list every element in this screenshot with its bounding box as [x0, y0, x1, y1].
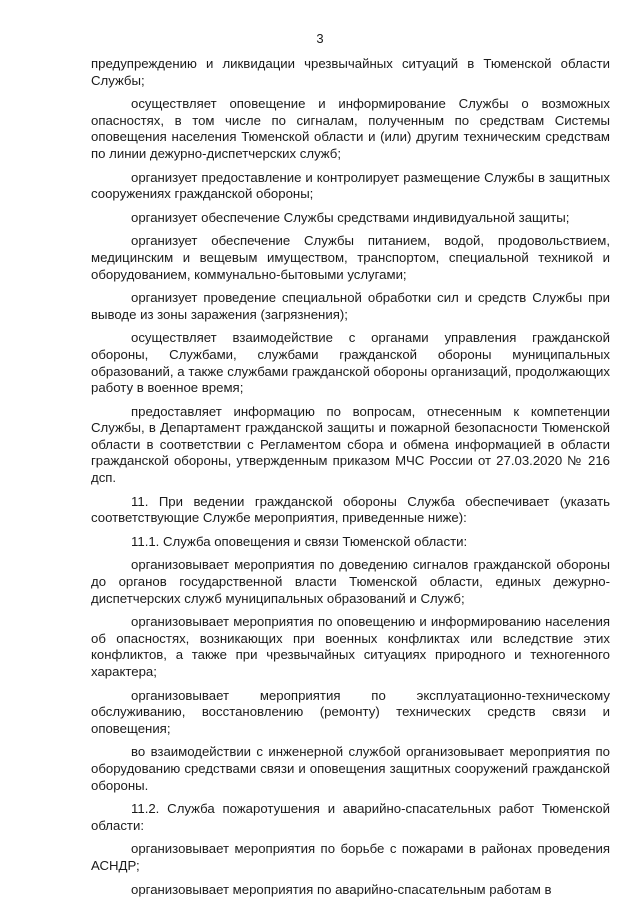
paragraph-information: предоставляет информацию по вопросам, отнесенным к компетенции Службы, в Департамент гражданской защиты и пожарной безопасности Тюменской области в соответствии с Регламентом сбора и обмена информацией в области гражданской обороны, утвержденным приказом МЧС России от 27.03.2020 № 216 дсп. — [91, 403, 610, 486]
paragraph-rescue: организовывает мероприятия по аварийно-спасательным работам в — [131, 881, 552, 897]
paragraph-special-treatment: организует проведение специальной обработки сил и средств Службы при выводе из зоны заражения (загрязнения); — [91, 290, 610, 322]
paragraph-notification: осуществляет оповещение и информирование Службы о возможных опасностях, в том числе по сигналам, полученным по средствам Системы оповещения населения Тюменской области и (или) другим техническим средствам по линии дежурно-диспетчерских служб; — [91, 96, 610, 161]
page-number: 3 — [316, 31, 324, 46]
document-body — [91, 56, 610, 898]
paragraph-section-11: 11. При ведении гражданской обороны Служба обеспечивает (указать соответствующие Службе мероприятия, приведенные ниже): — [91, 493, 610, 526]
paragraph-shelter-equipment: во взаимодействии с инженерной службой организовывает мероприятия по оборудованию средствами связи и оповещения защитных сооружений гражданской обороны. — [91, 744, 610, 793]
paragraph-shelter-placement: организует предоставление и контролирует размещение Службы в защитных сооружениях гражданской обороны; — [91, 169, 610, 202]
paragraph-continuation: предупреждению и ликвидации чрезвычайных ситуаций в Тюменской области Службы; — [91, 56, 610, 88]
paragraph-maintenance: организовывает мероприятия по эксплуатационно-техническому обслуживанию, восстановлению (ремонту) технических средств связи и оповещения; — [91, 687, 610, 736]
paragraph-protection-means: организует обеспечение Службы средствами индивидуальной защиты; — [131, 209, 570, 225]
paragraph-supply: организует обеспечение Службы питанием, водой, продовольствием, медицинским и вещевым имуществом, транспортом, специальной техникой и оборудованием, коммунально-бытовыми услугами; — [91, 233, 610, 282]
paragraph-interaction: осуществляет взаимодействие с органами управления гражданской обороны, Службами, службами гражданской обороны муниципальных образований, а также службами гражданской обороны организаций, продолжающих работу в военное время; — [91, 330, 610, 396]
paragraph-section-11-1: 11.1. Служба оповещения и связи Тюменской области: — [131, 533, 468, 549]
paragraph-population-warning: организовывает мероприятия по оповещению и информированию населения об опасностях, возникающих при военных конфликтах или вследствие этих конфликтов, а также при чрезвычайных ситуациях природного и техногенного характера; — [91, 614, 610, 679]
paragraph-firefighting: организовывает мероприятия по борьбе с пожарами в районах проведения АСНДР; — [91, 841, 610, 873]
paragraph-section-11-2: 11.2. Служба пожаротушения и аварийно-спасательных работ Тюменской области: — [91, 801, 610, 833]
paragraph-signals: организовывает мероприятия по доведению сигналов гражданской обороны до органов государственной власти Тюменской области, единых дежурно-диспетчерских служб муниципальных образований и Служб; — [91, 557, 610, 606]
